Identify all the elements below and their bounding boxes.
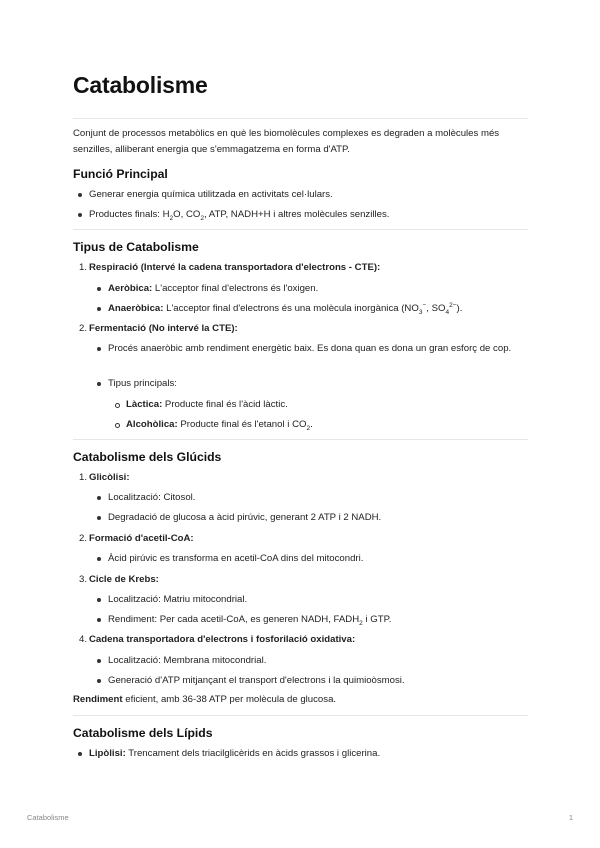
divider [73, 439, 528, 440]
list-item: Generar energia química utilitzada en activitats cel·lulars. [89, 187, 333, 203]
section-heading-lipids: Catabolisme dels Lípids [73, 726, 213, 740]
list-item: Degradació de glucosa a àcid pirúvic, generant 2 ATP i 2 NADH. [108, 510, 381, 526]
list-item: Generació d'ATP mitjançant el transport d'electrons i la quimioòsmosi. [108, 673, 405, 689]
list-item: Alcohòlica: Producte final és l'etanol i $CO_2$. [126, 419, 313, 432]
intro-paragraph: Conjunt de processos metabòlics en què les biomolècules complexes es degraden a molècules més senzilles, alliberant energia que s'emmagatzema en forma d'ATP. [73, 128, 500, 155]
section-heading-tipus: Tipus de Catabolisme [73, 240, 199, 254]
list-item: Rendiment: Per cada acetil-CoA, es generen NADH, $FADH_2$ i GTP. [108, 614, 392, 627]
list-item: Localització: Membrana mitocondrial. [108, 653, 266, 669]
divider [73, 715, 528, 716]
section-heading-funcio: Funció Principal [73, 167, 168, 181]
list-item: Aeròbica: L'acceptor final d'electrons és l'oxigen. [108, 281, 318, 297]
page-title: Catabolisme [73, 72, 208, 98]
numbered-item-cte: 4. Cadena transportadora d'electrons i fosforilació oxidativa: [78, 634, 356, 645]
list-item: Localització: Citosol. [108, 490, 195, 506]
numbered-item-acetil-coa: 2. Formació d'acetil-CoA: [78, 533, 194, 544]
numbered-item-glicolisi: 1. Glicòlisi: [78, 472, 130, 483]
list-item: Làctica: Producte final és l'àcid làctic. [126, 397, 288, 413]
list-item: Productes finals: $H_2O$, $CO_2$, ATP, NADH+H i altres molècules senzilles. [89, 209, 390, 222]
numbered-item-respiracio: 1. Respiració (Intervé la cadena transportadora d'electrons - CTE): [78, 262, 381, 273]
numbered-item-fermentacio: 2. Fermentació (No intervé la CTE): [78, 323, 238, 334]
footer-title: Catabolisme [27, 813, 69, 822]
list-item: Localització: Matriu mitocondrial. [108, 592, 247, 608]
footer-page-number: 1 [568, 813, 573, 822]
list-item: Àcid pirúvic es transforma en acetil-CoA dins del mitocondri. [108, 551, 363, 567]
rendiment-paragraph: Rendiment eficient, amb 36-38 ATP per molècula de glucosa. [73, 694, 337, 705]
divider [73, 118, 528, 119]
list-item: Lipòlisi: Trencament dels triacilglicèrids en àcids grassos i glicerina. [89, 746, 380, 762]
list-item: Procés anaeròbic amb rendiment energètic baix. Es dona quan es dona un gran esforç de cop. [108, 341, 526, 357]
section-heading-glucids: Catabolisme dels Glúcids [73, 450, 222, 464]
numbered-item-krebs: 3. Cicle de Krebs: [78, 574, 159, 585]
list-item: Tipus principals: [108, 376, 177, 392]
list-item: Anaeròbica: L'acceptor final d'electrons és una molècula inorgànica ($NO_3^-$, $SO_4^{2-}$). [108, 301, 463, 316]
divider [73, 229, 528, 230]
